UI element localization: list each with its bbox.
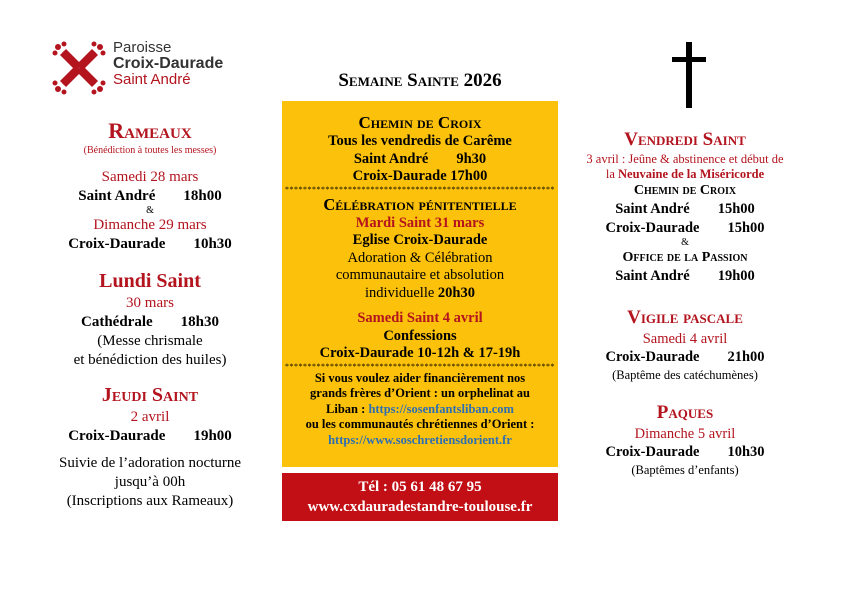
vendredi-schedule3 (570, 267, 800, 286)
celebration-title: Célébration pénitentielle (323, 194, 517, 214)
celebration-line3 (282, 285, 558, 303)
rameaux-place1: Saint André (78, 188, 156, 204)
jeudi-note2: jusqu’à 00h (114, 474, 186, 490)
vigile-title: Vigile pascale (627, 306, 743, 328)
celebration-line3-text: individuelle (365, 284, 435, 301)
vendredi-note1: 3 avril : Jeûne & abstinence et début de (586, 152, 784, 166)
parish-logo (52, 40, 242, 96)
chemin-schedule2 (282, 168, 558, 186)
lundi-time: 18h30 (180, 314, 219, 330)
vendredi-chemin: Chemin de Croix (633, 183, 737, 198)
vigile-note: (Baptême des catéchumènes) (612, 367, 758, 382)
paques-place: Croix-Daurade (605, 444, 700, 460)
chemin-schedule1 (282, 151, 558, 169)
paques-date: Dimanche 5 avril (634, 425, 736, 442)
rameaux-time2: 10h30 (193, 236, 232, 252)
rameaux-place2: Croix-Daurade (68, 236, 166, 252)
lundi-place: Cathédrale (81, 314, 153, 330)
vendredi-schedule2 (570, 219, 800, 238)
celebration-place: Eglise Croix-Daurade (352, 232, 488, 248)
jeudi-title: Jeudi Saint (101, 384, 199, 406)
lundi-title: Lundi Saint (99, 270, 201, 292)
vendredi-time2: 15h00 (727, 219, 765, 236)
confessions-title: Confessions (383, 327, 457, 344)
vendredi-place1: Saint André (615, 201, 690, 217)
link-sosenfantsliban[interactable]: https://sosenfantsliban.com (368, 401, 514, 416)
occitan-cross-icon (52, 41, 106, 95)
page-title: Semaine Sainte 2026 (338, 70, 502, 91)
vigile-time: 21h00 (727, 349, 765, 365)
divider-dots-1: ************************************************************ (285, 185, 555, 194)
jeudi-schedule (38, 427, 262, 446)
rameaux-date1: Samedi 28 mars (101, 169, 199, 185)
right-column (570, 128, 800, 478)
samedi-date: Samedi Saint 4 avril (357, 310, 483, 326)
jeudi-time: 19h00 (193, 428, 232, 444)
chemin-place2: Croix-Daurade (352, 168, 447, 184)
yellow-info-box (282, 101, 558, 467)
vendredi-note2-prefix: la (605, 167, 615, 181)
left-column (38, 118, 262, 511)
appeal-block (282, 371, 558, 449)
vigile-date: Samedi 4 avril (642, 330, 728, 347)
appeal-line1: Si vous voulez aider financièrement nos (314, 370, 526, 385)
chemin-title: Chemin de Croix (358, 113, 482, 132)
vendredi-office: Office de la Passion (622, 250, 748, 265)
lundi-schedule (38, 313, 262, 332)
jeudi-date: 2 avril (130, 409, 170, 425)
appeal-line2: grands frères d’Orient : un orphelinat au (310, 386, 530, 400)
celebration-date: Mardi Saint 31 mars (355, 214, 485, 231)
chemin-place1: Saint André (353, 150, 429, 167)
vigile-schedule (570, 348, 800, 367)
rameaux-time1: 18h00 (183, 188, 222, 204)
rameaux-ampersand: & (146, 205, 154, 216)
contact-website[interactable]: www.cxdauradestandre-toulouse.fr (307, 499, 533, 515)
rameaux-schedule2 (38, 235, 262, 254)
paques-time: 10h30 (727, 444, 765, 460)
paques-schedule (570, 443, 800, 462)
rameaux-date2: Dimanche 29 mars (93, 217, 207, 233)
contact-phone[interactable]: Tél : 05 61 48 67 95 (358, 479, 482, 495)
rameaux-schedule1 (38, 187, 262, 206)
paques-note: (Baptêmes d’enfants) (631, 462, 739, 477)
chemin-time2: 17h00 (450, 168, 488, 184)
jeudi-note3: (Inscriptions aux Rameaux) (66, 493, 234, 509)
contact-banner (282, 473, 558, 521)
lundi-note1: (Messe chrismale (97, 333, 203, 349)
vendredi-ampersand: & (681, 237, 689, 248)
jeudi-note1: Suivie de l’adoration nocturne (58, 455, 242, 471)
appeal-line4: ou les communautés chrétiennes d’Orient : (305, 417, 535, 431)
logo-line-saint-andre: Saint André (113, 71, 191, 88)
vendredi-time3: 19h00 (717, 268, 755, 284)
celebration-line1: Adoration & Célébration (347, 249, 493, 266)
vendredi-time1: 15h00 (717, 201, 755, 217)
celebration-time: 20h30 (437, 284, 475, 301)
logo-line-croix-daurade: Croix-Daurade (113, 55, 224, 72)
logo-line-paroisse: Paroisse (113, 39, 172, 56)
celebration-line2: communautaire et absolution (335, 267, 505, 283)
lundi-date: 30 mars (126, 295, 174, 311)
rameaux-title: Rameaux (108, 118, 192, 143)
neuvaine-label: Neuvaine de la Miséricorde (618, 167, 765, 181)
paques-title: Paques (656, 401, 714, 423)
divider-dots-2: ************************************************************ (285, 362, 555, 371)
vendredi-schedule1 (570, 200, 800, 219)
appeal-line3-text: Liban : (326, 401, 366, 416)
rameaux-note: (Bénédiction à toutes les messes) (83, 145, 217, 156)
appeal-line3 (282, 402, 558, 418)
vendredi-place2: Croix-Daurade (605, 219, 700, 236)
chemin-subtitle: Tous les vendredis de Carême (328, 133, 512, 149)
vigile-place: Croix-Daurade (605, 349, 700, 365)
link-soschretiensdorient[interactable]: https://www.soschretiensdorient.fr (328, 432, 512, 447)
lundi-note2: et bénédiction des huiles) (73, 352, 227, 368)
confessions-times: Croix-Daurade 10-12h & 17-19h (319, 345, 521, 361)
jeudi-place: Croix-Daurade (68, 428, 166, 444)
chemin-time1: 9h30 (456, 150, 487, 167)
vendredi-title: Vendredi Saint (624, 129, 746, 150)
vendredi-note2 (570, 167, 800, 182)
vendredi-place3: Saint André (615, 268, 690, 284)
latin-cross-icon (672, 42, 706, 108)
